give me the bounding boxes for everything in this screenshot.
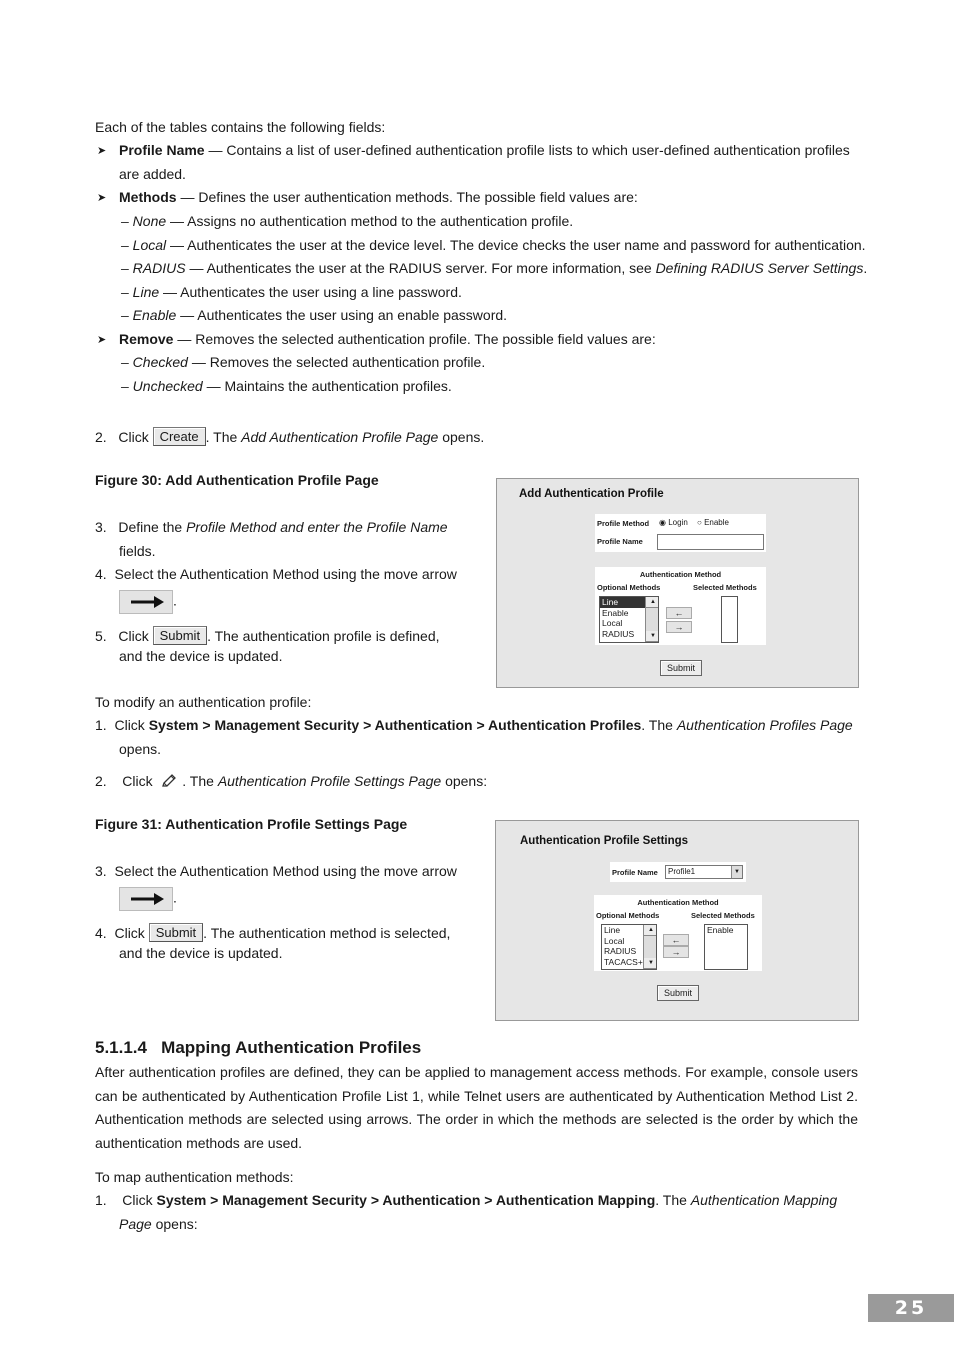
figure30-caption: Figure 30: Add Authentication Profile Page <box>95 472 379 488</box>
fig30-step4: 4. Select the Authentication Method using the move arrow <box>95 566 457 582</box>
submit-button[interactable]: Submit <box>149 923 203 942</box>
bullet-arrow-icon: ➤ <box>97 145 107 157</box>
fig30-profile-panel <box>595 514 766 552</box>
list-item[interactable]: Enable <box>707 925 734 935</box>
list-item[interactable]: Enable <box>602 607 629 618</box>
optional-methods-label: Optional Methods <box>597 583 661 592</box>
field-profile-name-cont: are added. <box>119 166 186 182</box>
profile-method-label: Profile Method <box>597 519 650 528</box>
fig30-step5-cont: and the device is updated. <box>119 648 283 664</box>
fig30-step3-cont: fields. <box>119 543 156 559</box>
right-arrow-icon <box>119 887 173 911</box>
field-remove: Remove — Removes the selected authentication profile. The possible field values are: <box>119 331 656 347</box>
submit-button[interactable]: Submit <box>153 626 207 645</box>
list-item[interactable]: RADIUS <box>604 946 637 956</box>
move-left-icon[interactable]: ← <box>663 934 689 946</box>
list-item[interactable]: RADIUS <box>602 628 635 639</box>
profile-name-label: Profile Name <box>597 537 643 546</box>
intro-text: Each of the tables contains the following fields: <box>95 119 386 135</box>
fig30-submit-button[interactable]: Submit <box>660 660 702 676</box>
right-arrow-icon <box>119 590 173 614</box>
fig31-title: Authentication Profile Settings <box>520 835 689 847</box>
list-item[interactable]: Local <box>604 935 625 946</box>
auth-method-header: Authentication Method <box>637 898 719 907</box>
fig30-method-panel <box>595 567 766 645</box>
method-line: – Line — Authenticates the user using a line password. <box>121 284 462 300</box>
map-step1-cont: Page opens: <box>119 1216 198 1232</box>
modify-step1-cont: opens. <box>119 741 162 757</box>
map-intro: To map authentication methods: <box>95 1169 294 1185</box>
map-step1: 1. Click System > Management Security > Authentication > Authentication Mapping. The Authentication Mapping <box>95 1192 838 1208</box>
fig31-profile-panel <box>610 862 746 882</box>
fig30-step5: 5. Click Submit . The authentication profile is defined, <box>95 628 440 644</box>
profile-name-label: Profile Name <box>612 868 658 877</box>
field-methods: Methods — Defines the user authentication methods. The possible field values are: <box>119 189 638 205</box>
fig31-submit-button[interactable]: Submit <box>657 985 699 1001</box>
fig30-title: Add Authentication Profile <box>519 488 664 500</box>
radio-login[interactable]: ◉ Login <box>659 518 688 527</box>
selected-methods-list[interactable] <box>721 596 738 643</box>
list-item[interactable]: TACACS+ <box>604 956 643 967</box>
step2-create: 2. Click Create . The Add Authentication Profile Page opens. <box>95 429 485 445</box>
chevron-down-icon[interactable]: ▼ <box>731 866 742 878</box>
pencil-edit-icon[interactable] <box>160 773 178 793</box>
page-number: 25 <box>868 1294 954 1322</box>
auth-method-header: Authentication Method <box>639 570 722 579</box>
method-enable: – Enable — Authenticates the user using an enable password. <box>121 307 508 323</box>
fig31-step4-cont: and the device is updated. <box>119 945 283 961</box>
list-item[interactable]: Line <box>600 597 658 608</box>
modify-intro: To modify an authentication profile: <box>95 694 312 710</box>
list-item[interactable]: Local <box>602 618 623 628</box>
fig30-move-arrow: . <box>119 590 177 614</box>
selected-methods-list[interactable] <box>704 924 748 970</box>
fig31-step4: 4. Click Submit . The authentication method is selected, <box>95 925 451 941</box>
remove-checked: – Checked — Removes the selected authentication profile. <box>121 354 486 370</box>
optional-methods-list[interactable] <box>601 924 657 970</box>
section-paragraph: After authentication profiles are defined, they can be applied to management access methods. For example, console users can be authenticated by Authentication Profile List 1, while Telnet users are authenticated by Authentication Method List 2. Authentication methods are selected using arrows. The order in which the methods are selected is the order by which the authentication methods are used. <box>95 1064 858 1151</box>
remove-unchecked: – Unchecked — Maintains the authentication profiles. <box>121 378 452 394</box>
method-local: – Local — Authenticates the user at the device level. The device checks the user name and password for authentication. <box>121 237 866 253</box>
profile-name-select[interactable]: Profile1 ▼ <box>665 865 743 879</box>
fig31-method-panel <box>594 895 762 971</box>
bullet-arrow-icon: ➤ <box>97 192 107 204</box>
selected-methods-label: Selected Methods <box>693 583 757 592</box>
figure31-caption: Figure 31: Authentication Profile Settings Page <box>95 816 408 832</box>
modify-step1: 1. Click System > Management Security > Authentication > Authentication Profiles. The Authentication Profiles Page <box>95 717 853 733</box>
field-profile-name: Profile Name — Contains a list of user-defined authentication profile lists to which user-defined authentication profiles <box>119 142 850 158</box>
method-none: – None — Assigns no authentication method to the authentication profile. <box>121 213 574 229</box>
section-heading: 5.1.1.4 Mapping Authentication Profiles <box>95 1038 422 1057</box>
radio-enable[interactable]: ○ Enable <box>697 518 729 527</box>
fig31-step3: 3. Select the Authentication Method using the move arrow <box>95 863 457 879</box>
move-left-icon[interactable]: ← <box>666 607 692 619</box>
figure31-screenshot <box>495 820 859 1021</box>
selected-methods-label: Selected Methods <box>691 911 755 920</box>
figure30-screenshot <box>496 478 859 688</box>
bullet-arrow-icon: ➤ <box>97 334 107 346</box>
create-button[interactable]: Create <box>153 427 206 446</box>
scrollbar[interactable]: ▲ ▼ <box>645 597 658 642</box>
optional-methods-list[interactable] <box>599 596 659 643</box>
fig30-step3: 3. Define the Profile Method and enter the Profile Name <box>95 519 448 535</box>
list-item[interactable]: Line <box>604 925 621 935</box>
fig31-move-arrow: . <box>119 887 177 911</box>
modify-step2: 2. Click . The Authentication Profile Settings Page opens: <box>95 772 487 793</box>
profile-name-input[interactable] <box>657 534 764 550</box>
move-right-icon[interactable]: → <box>663 946 689 958</box>
method-radius: – RADIUS — Authenticates the user at the RADIUS server. For more information, see Defining RADIUS Server Settings. <box>121 260 868 276</box>
optional-methods-label: Optional Methods <box>596 911 660 920</box>
scrollbar[interactable]: ▲ ▼ <box>643 925 656 969</box>
move-right-icon[interactable]: → <box>666 621 692 633</box>
